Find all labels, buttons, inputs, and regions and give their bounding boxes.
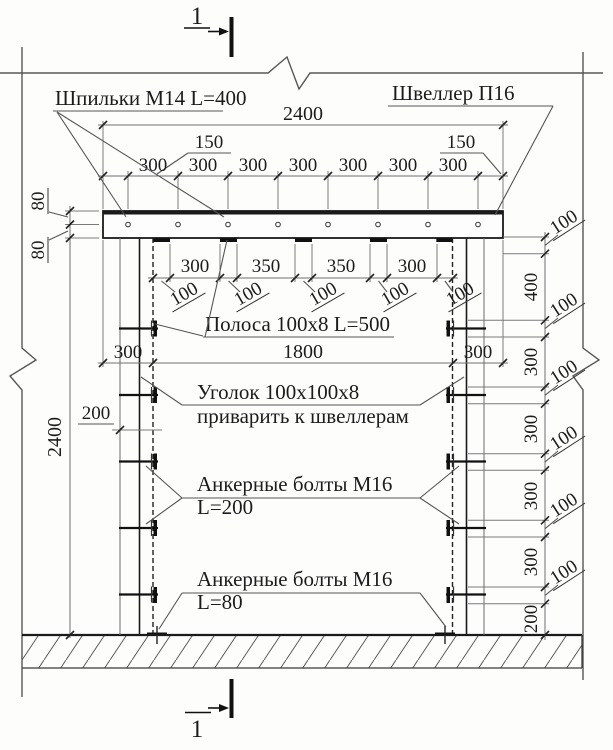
svg-text:80: 80 xyxy=(28,240,49,260)
section-number: 1 xyxy=(190,3,204,30)
dim-total-height xyxy=(44,417,66,457)
dim-edge-right: 150 xyxy=(446,132,476,153)
dim-right-seg xyxy=(521,415,542,444)
svg-text:200: 200 xyxy=(521,604,542,634)
dim-right-seg xyxy=(521,348,542,377)
strip-dimensions xyxy=(162,256,482,313)
svg-text:400: 400 xyxy=(521,272,542,302)
svg-text:100: 100 xyxy=(546,205,582,239)
svg-text:100: 100 xyxy=(546,488,582,522)
stud-hole xyxy=(176,222,181,227)
label-strip: Полоса 100х8 L=500 xyxy=(205,312,390,336)
stud-hole xyxy=(426,222,431,227)
dim-clip-height xyxy=(542,203,585,241)
svg-text:100: 100 xyxy=(546,288,582,322)
label-anchor-mid-2: L=200 xyxy=(197,495,254,519)
label-angle-2: приварить к швеллерам xyxy=(197,404,409,428)
dim-beam-half xyxy=(28,188,49,214)
foundation-hatch xyxy=(22,635,582,668)
section-arrow xyxy=(219,704,229,712)
dim-stud-spacing: 300 xyxy=(438,155,468,176)
dim-right-seg xyxy=(521,273,542,302)
dim-clip-height xyxy=(542,553,585,591)
label-anchor-base-1: Анкерные болты М16 xyxy=(197,567,393,591)
label-anchor-base-2: L=80 xyxy=(197,590,243,614)
section-mark-top xyxy=(184,3,232,57)
stud-hole xyxy=(226,222,231,227)
label-angle-1: Уголок 100х100х8 xyxy=(197,380,360,404)
dim-strip-gap: 350 xyxy=(251,256,281,277)
section-arrow xyxy=(219,28,229,36)
svg-text:100: 100 xyxy=(546,421,582,455)
svg-text:100: 100 xyxy=(377,278,413,311)
svg-text:100: 100 xyxy=(442,278,478,311)
label-anchor-mid-1: Анкерные болты М16 xyxy=(197,472,393,496)
label-channel: Швеллер П16 xyxy=(392,81,515,105)
svg-text:300: 300 xyxy=(521,547,542,577)
dim-bolt-offset: 200 xyxy=(81,403,111,424)
svg-text:100: 100 xyxy=(546,555,582,589)
dim-col-span: 1800 xyxy=(283,341,323,363)
wall-outline xyxy=(0,47,603,697)
stud-hole xyxy=(376,222,381,227)
svg-text:300: 300 xyxy=(521,481,542,511)
dim-strip-width xyxy=(163,276,206,313)
stud-hole xyxy=(126,222,131,227)
svg-text:100: 100 xyxy=(166,278,202,311)
dim-stud-spacing: 300 xyxy=(288,155,318,176)
dim-stud-spacing: 300 xyxy=(238,155,268,176)
dim-col-edge-left: 300 xyxy=(113,342,143,363)
dim-stud-spacing: 300 xyxy=(338,155,368,176)
dim-col-edge-right: 300 xyxy=(463,342,493,363)
svg-text:100: 100 xyxy=(305,278,341,311)
section-mark-bottom xyxy=(185,679,232,743)
dim-clip-height xyxy=(542,486,585,524)
span-dimensions xyxy=(114,341,493,363)
left-dimensions xyxy=(28,188,114,457)
section-number: 1 xyxy=(190,716,204,743)
dim-stud-spacing: 300 xyxy=(138,155,168,176)
stud-hole xyxy=(326,222,331,227)
dim-beam-half xyxy=(28,237,49,263)
dim-stud-spacing: 300 xyxy=(188,155,218,176)
dim-right-seg xyxy=(521,605,542,634)
dim-edge-left: 150 xyxy=(194,132,224,153)
dim-strip-gap: 300 xyxy=(180,256,210,277)
svg-text:300: 300 xyxy=(521,414,542,444)
dim-strip-gap: 300 xyxy=(397,256,427,277)
dim-clip-height xyxy=(542,419,585,457)
top-dimensions xyxy=(139,103,501,176)
dim-strip-gap: 350 xyxy=(326,256,356,277)
dim-strip-width xyxy=(374,276,417,313)
right-dimensions xyxy=(521,203,586,633)
channel-beam xyxy=(103,211,503,242)
dim-right-seg xyxy=(521,548,542,577)
svg-text:80: 80 xyxy=(28,191,49,211)
stud-hole xyxy=(276,222,281,227)
dim-stud-spacing: 300 xyxy=(388,155,418,176)
label-studs: Шпильки М14 L=400 xyxy=(55,86,247,110)
stud-hole xyxy=(476,222,481,227)
dim-right-seg xyxy=(521,482,542,511)
svg-text:300: 300 xyxy=(521,347,542,377)
svg-text:2400: 2400 xyxy=(44,417,66,457)
svg-text:100: 100 xyxy=(230,278,266,311)
dim-clip-height xyxy=(542,286,585,324)
dim-total-width: 2400 xyxy=(283,103,323,125)
svg-text:100: 100 xyxy=(546,355,582,389)
